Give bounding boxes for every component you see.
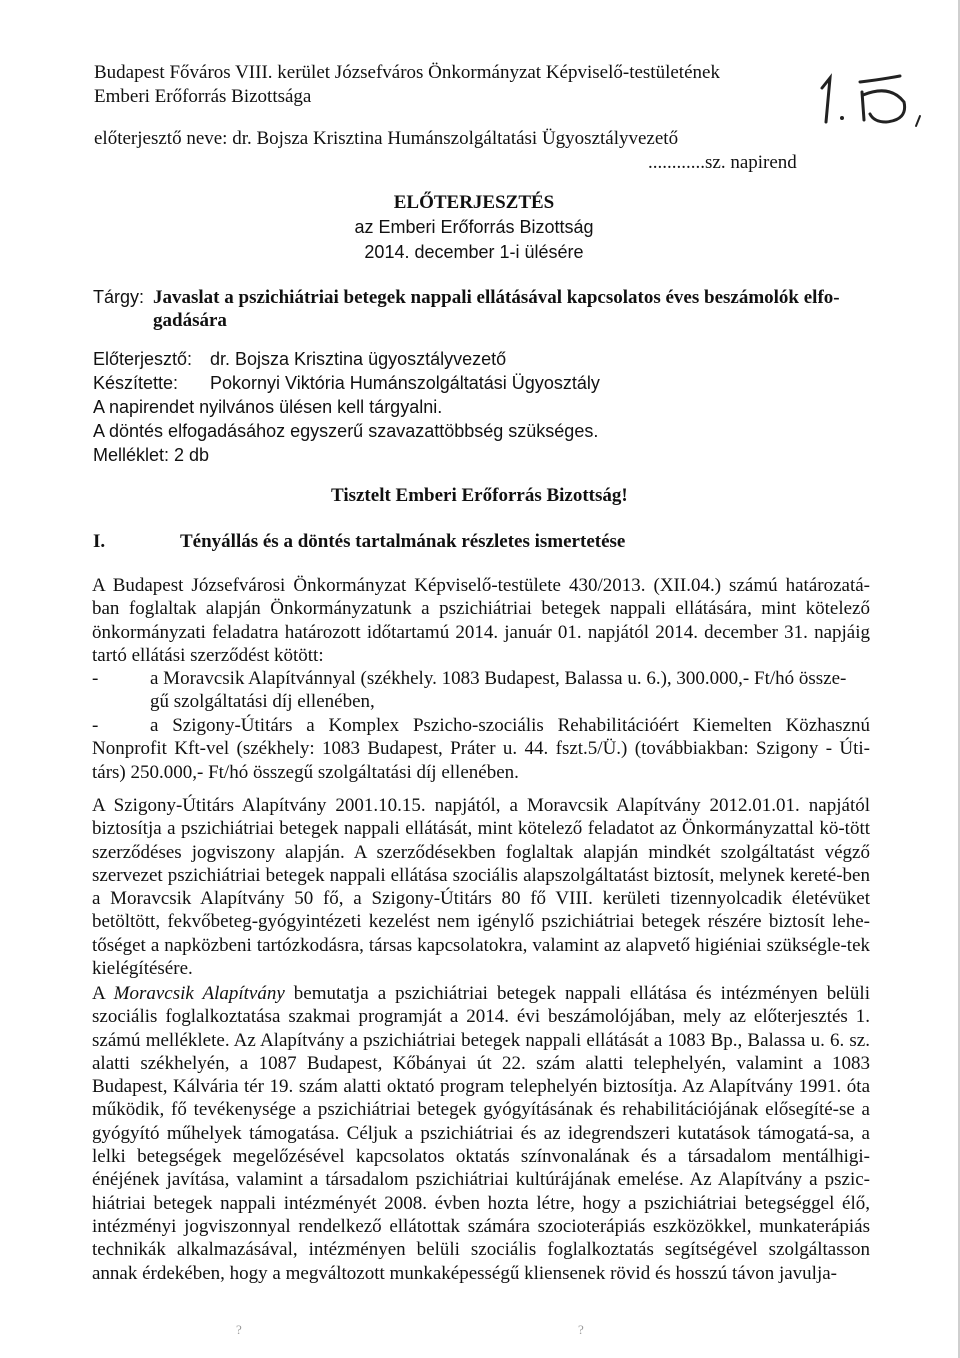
document-title: ELŐTERJESZTÉS <box>393 192 555 213</box>
presenter-line: előterjesztő neve: dr. Bojsza Krisztina Humánszolgáltatási Ügyosztályvezető <box>94 128 679 149</box>
subject-line-1: Javaslat a pszichiátriai betegek nappali ellátásával kapcsolatos éves beszámolók elfo- <box>153 287 840 308</box>
foundation-name: Moravcsik Alapítvány <box>113 983 285 1004</box>
prepared-by-value: Pokornyi Viktória Humánszolgáltatási Ügyosztály <box>210 373 600 393</box>
document-subtitle-committee: az Emberi Erőforrás Bizottság <box>354 217 594 237</box>
paragraph-moravcsik-text <box>92 982 870 1285</box>
list-item <box>92 714 870 784</box>
scan-mark-left: ? <box>236 1322 242 1337</box>
public-session-note: A napirendet nyilvános ülésen kell tárgyalni. <box>93 397 443 417</box>
paragraph-resolution-text: A Budapest Józsefvárosi Önkormányzat Képviselő-testülete 430/2013. (XII.04.) számú határozatá-ban foglaltak alapján Önkormányzatunk a pszichiátriai betegek nappali ellátására, mint kötelező önkormányzati feladatra határozott időtartamú 2014. január 01. napjától 2014. december 31. napjáig tartó ellátási szerződést kötött: <box>92 575 870 666</box>
paragraph-contracts <box>92 794 870 980</box>
scan-mark-right: ? <box>578 1322 584 1337</box>
section-number: I. <box>93 531 106 552</box>
list-item-line: Nonprofit Kft-vel (székhely: 1083 Budapest, Práter u. 44. fszt.5/Ü.) (továbbiakban: Szigony - Úti- <box>92 738 870 760</box>
paragraph-resolution <box>92 574 870 667</box>
org-line-1: Budapest Főváros VIII. kerület Józsefváros Önkormányzat Képviselő-testületének <box>94 62 720 83</box>
list-item-line: társ) 250.000,- Ft/hó összegű szolgáltatási díj ellenében. <box>92 761 519 783</box>
document-subtitle-date: 2014. december 1-i ülésére <box>364 242 584 262</box>
subject-line-2: gadására <box>153 310 227 331</box>
subject-label: Tárgy: <box>93 287 145 307</box>
attachment-note: Melléklet: 2 db <box>93 445 210 465</box>
list-dash: - <box>92 668 99 689</box>
presenter-value: dr. Bojsza Krisztina ügyosztályvezető <box>210 349 507 369</box>
salutation: Tisztelt Emberi Erőforrás Bizottság! <box>331 485 628 506</box>
paragraph-contracts-text: A Szigony-Útitárs Alapítvány 2001.10.15. napjától, a Moravcsik Alapítvány 2012.01.01. napjától biztosítja a pszichiátriai betegek nappali ellátását, mint kötelező feladatot az Önkormányzattal kö-tött szerződéses jogviszony alapján. A szerződésekben foglaltak alapján mindkét szolgáltatást végző szervezet pszichiátriai betegek nappali ellátása szociális alapszolgáltatást biztosít, melynek kereté-ben a Moravcsik Alapítvány 50 fő, a Szigony-Útitárs 80 fő VIII. kerületi tizennyolcadik életévüket betöltött, fekvőbeteg-gyógyintézeti kezelést nem igénylő pszichiátriai betegek részére biztosít lehe-tőséget a napközbeni tartózkodásra, társas kapcsolatokra, valamint az alapvető higiéniai szükségle-tek kielégítésére. <box>92 795 870 980</box>
paragraph-moravcsik <box>92 982 870 1285</box>
handwritten-agenda-mark <box>808 50 928 130</box>
paragraph-body: bemutatja a pszichiátriai betegek nappali ellátása és intézményen belüli szociális foglalkoztatása szakmai programját a 2014. évi beszámolójában, mely az előterjesztés 1. számú melléklete. Az Alapítvány a pszichiátriai betegek nappali ellátását a 1083 Bp., Balassa u. 6. sz. alatti székhelyén, a 1087 Budapest, Kőbányai út 22. szám alatti telephelyén, valamint a 1083 Budapest, Kálvária tér 19. szám alatti oktató program telephelyén biztosítja. Az Alapítvány 1991. óta működik, fő tevékenysége a pszichiátriai betegek gyógyításának és rehabilitációjának elősegíté-se a gyógyító műhelyek támogatása. Céljuk a pszichiátriai és az idegrendszeri kutatások támogatá-sa, a lelki betegségek megelőzésével kapcsolatos oktatás színvonalának és a társadalom mentálhigi-énéjének javítása, valamint a társadalom pszichiátriai kultúrájának emelése. Az Alapítvány a pszic-hiátriai betegek nappali intézményét 2008. évben hozta létre, hogy a pszichiátriai betegséggel élő, intézményi jogviszonnyal rendelkező ellátottak számára szocioterápiás eszközökkel, munkaterápiás technikák alkalmazásával, intézményen belüli szociális foglalkoztatás segítségével szolgáltasson annak érdekében, hogy a megváltozott munkaképességű kliensenek rövid és hosszú távon javulja- <box>92 983 870 1284</box>
org-line-2: Emberi Erőforrás Bizottsága <box>94 86 312 107</box>
list-item <box>92 667 870 714</box>
list-item-line: a Moravcsik Alapítvánnyal (székhely. 1083 Budapest, Balassa u. 6.), 300.000,- Ft/hó össze- <box>150 668 847 689</box>
prepared-by-label: Készítette: <box>93 373 179 393</box>
majority-note: A döntés elfogadásához egyszerű szavazattöbbség szükséges. <box>93 421 599 441</box>
section-heading: Tényállás és a döntés tartalmának részletes ismertetése <box>180 531 626 552</box>
list-item-line: gű szolgáltatási díj ellenében, <box>150 691 375 713</box>
paragraph-prefix: A <box>92 983 114 1004</box>
list-item-line: a Szigony-Útitárs a Komplex Pszicho-szociális Rehabilitációért Kiemelten Közhasznú <box>150 715 870 736</box>
list-dash: - <box>92 715 99 736</box>
agenda-number: ............sz. napirend <box>648 152 797 173</box>
presenter-label: Előterjesztő: <box>93 349 193 369</box>
